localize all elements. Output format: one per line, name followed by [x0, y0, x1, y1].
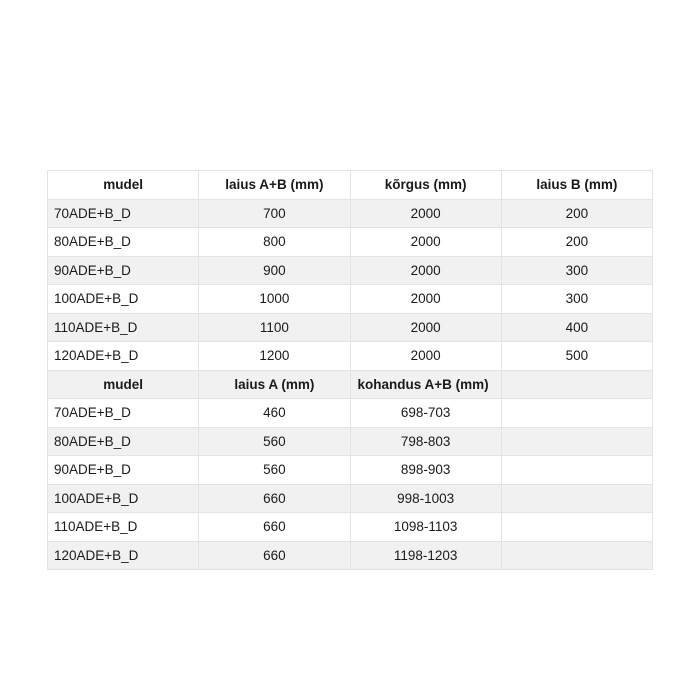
cell-model: 80ADE+B_D	[48, 228, 199, 257]
cell-model: 120ADE+B_D	[48, 541, 199, 570]
empty-cell	[501, 456, 652, 485]
cell-height: 2000	[350, 228, 501, 257]
cell-width-a: 460	[199, 399, 350, 428]
table-row	[48, 342, 653, 371]
cell-adjustment-ab: 1198-1203	[350, 541, 501, 570]
cell-adjustment-ab: 1098-1103	[350, 513, 501, 542]
cell-model: 70ADE+B_D	[48, 199, 199, 228]
cell-width-b: 200	[501, 228, 652, 257]
cell-model: 100ADE+B_D	[48, 484, 199, 513]
cell-model: 100ADE+B_D	[48, 285, 199, 314]
empty-cell	[501, 484, 652, 513]
cell-width-ab: 1200	[199, 342, 350, 371]
table-row	[48, 256, 653, 285]
cell-adjustment-ab: 798-803	[350, 427, 501, 456]
cell-model: 70ADE+B_D	[48, 399, 199, 428]
cell-width-b: 500	[501, 342, 652, 371]
empty-cell	[501, 399, 652, 428]
cell-model: 90ADE+B_D	[48, 256, 199, 285]
table-row	[48, 456, 653, 485]
table-row	[48, 228, 653, 257]
cell-width-b: 200	[501, 199, 652, 228]
cell-width-ab: 1000	[199, 285, 350, 314]
spec-table	[47, 170, 653, 570]
empty-cell	[501, 513, 652, 542]
cell-model: 110ADE+B_D	[48, 313, 199, 342]
cell-width-ab: 700	[199, 199, 350, 228]
header-model: mudel	[48, 171, 199, 200]
cell-width-a: 560	[199, 456, 350, 485]
cell-height: 2000	[350, 199, 501, 228]
table-row	[48, 199, 653, 228]
cell-width-a: 660	[199, 513, 350, 542]
cell-height: 2000	[350, 342, 501, 371]
cell-height: 2000	[350, 313, 501, 342]
cell-width-ab: 1100	[199, 313, 350, 342]
table-row	[48, 427, 653, 456]
table-row	[48, 399, 653, 428]
table2-header-row	[48, 370, 653, 399]
table-row	[48, 484, 653, 513]
header-model: mudel	[48, 370, 199, 399]
cell-width-b: 300	[501, 285, 652, 314]
header-adjustment-ab: kohandus A+B (mm)	[350, 370, 501, 399]
cell-width-ab: 800	[199, 228, 350, 257]
cell-height: 2000	[350, 256, 501, 285]
cell-model: 80ADE+B_D	[48, 427, 199, 456]
table-row	[48, 285, 653, 314]
empty-cell	[501, 370, 652, 399]
cell-adjustment-ab: 698-703	[350, 399, 501, 428]
cell-width-b: 300	[501, 256, 652, 285]
table-row	[48, 541, 653, 570]
empty-cell	[501, 427, 652, 456]
table-row	[48, 313, 653, 342]
cell-model: 120ADE+B_D	[48, 342, 199, 371]
cell-model: 110ADE+B_D	[48, 513, 199, 542]
cell-adjustment-ab: 898-903	[350, 456, 501, 485]
header-height: kõrgus (mm)	[350, 171, 501, 200]
cell-width-ab: 900	[199, 256, 350, 285]
header-width-ab: laius A+B (mm)	[199, 171, 350, 200]
cell-adjustment-ab: 998-1003	[350, 484, 501, 513]
cell-model: 90ADE+B_D	[48, 456, 199, 485]
cell-width-a: 660	[199, 484, 350, 513]
cell-height: 2000	[350, 285, 501, 314]
empty-cell	[501, 541, 652, 570]
table1-header-row	[48, 171, 653, 200]
cell-width-a: 660	[199, 541, 350, 570]
cell-width-a: 560	[199, 427, 350, 456]
cell-width-b: 400	[501, 313, 652, 342]
header-width-a: laius A (mm)	[199, 370, 350, 399]
header-width-b: laius B (mm)	[501, 171, 652, 200]
table-row	[48, 513, 653, 542]
